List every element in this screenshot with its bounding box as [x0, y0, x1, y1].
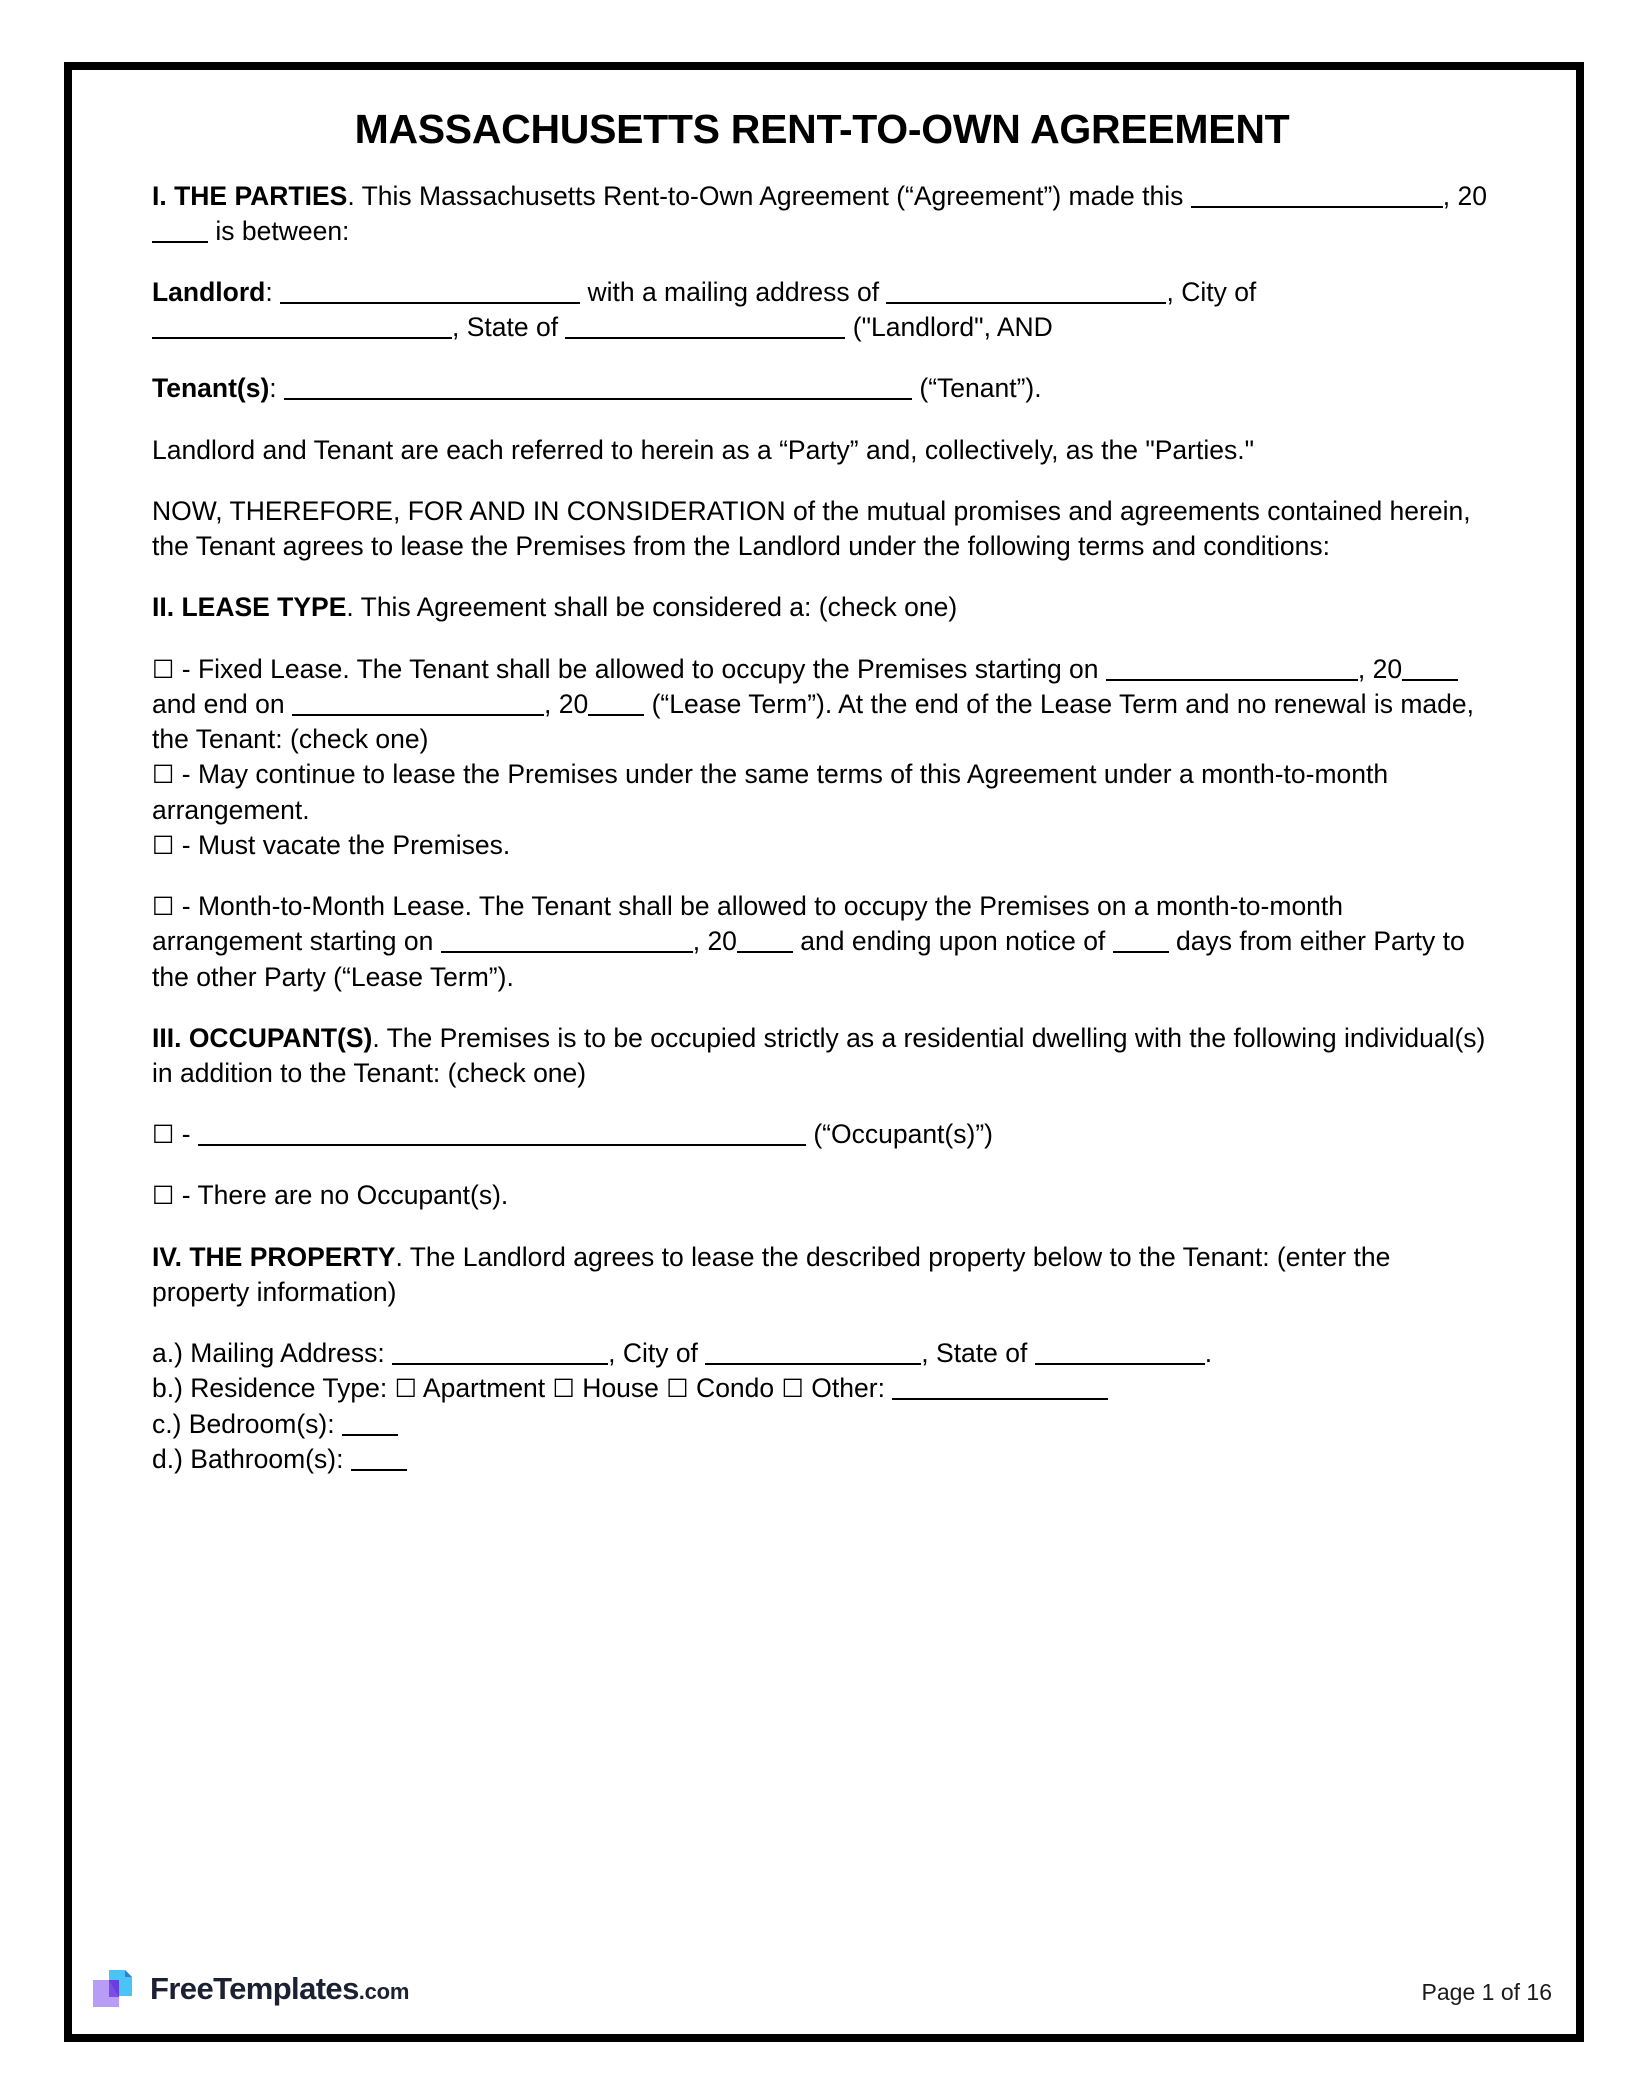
occupants-dash: - [174, 1119, 198, 1150]
landlord-suffix: ("Landlord", AND [845, 312, 1053, 343]
fixed-lease-text-a: - Fixed Lease. The Tenant shall be allowed to occupy the Premises starting on [174, 653, 1106, 684]
parties-intro-a: . This Massachusetts Rent-to-Own Agreement (“Agreement”) made this [347, 180, 1191, 211]
checkbox-other-icon[interactable]: ☐ [781, 1374, 804, 1404]
section-property-intro [152, 1240, 1492, 1310]
residence-house-label: House [574, 1373, 667, 1404]
blank-landlord-address[interactable] [886, 277, 1166, 304]
blank-occupant-names[interactable] [198, 1119, 806, 1146]
fixed-lease-text-e: (“Lease Term”). At the end of the Lease Term and no renewal is made, the Tenant: (check one) [152, 688, 1475, 755]
residence-condo-label: Condo [688, 1373, 782, 1404]
section-heading-lease-type: II. LEASE TYPE [152, 592, 347, 623]
continue-lease-text: - May continue to lease the Premises under the same terms of this Agreement under a month-to-month arrangement. [152, 759, 1389, 825]
property-period: . [1204, 1338, 1213, 1369]
property-residence-type-label: b.) Residence Type: [152, 1373, 395, 1404]
section-lease-type-intro [152, 590, 1492, 625]
section-heading-parties: I. THE PARTIES [152, 180, 348, 211]
blank-landlord-state[interactable] [565, 312, 845, 339]
tenant-suffix: (“Tenant”). [912, 373, 1042, 404]
property-city-label: , City of [608, 1338, 706, 1369]
parties-intro-c: is between: [208, 215, 350, 246]
month-to-month-lease-option [152, 889, 1492, 995]
occupants-intro-text: . The Premises is to be occupied strictly as a residential dwelling with the following individual(s) in addition to the Tenant: (check one) [152, 1022, 1486, 1088]
month-to-month-text-d: days from either Party to the other Party (“Lease Term”). [152, 926, 1465, 992]
section-heading-property: IV. THE PROPERTY [152, 1241, 396, 1272]
section-heading-occupants: III. OCCUPANT(S) [152, 1022, 373, 1053]
month-to-month-text-a: - Month-to-Month Lease. The Tenant shall be allowed to occupy the Premises on a month-to-month arrangement starting on [152, 891, 1344, 957]
blank-fixed-start-date[interactable] [1106, 653, 1358, 680]
fixed-lease-text-c: and end on [152, 688, 292, 719]
document-page [64, 62, 1584, 2042]
blank-mtm-start-year[interactable] [737, 926, 793, 953]
section-parties-intro [152, 179, 1492, 249]
blank-bathrooms[interactable] [351, 1444, 407, 1471]
checkbox-apartment-icon[interactable]: ☐ [394, 1374, 417, 1404]
landlord-state-text: , State of [452, 312, 566, 343]
fixed-lease-suboption-vacate [152, 828, 1492, 863]
month-to-month-text-b: , 20 [692, 926, 737, 957]
fixed-lease-text-d: , 20 [544, 688, 589, 719]
blank-date-day[interactable] [1191, 180, 1443, 207]
blank-date-year[interactable] [152, 216, 208, 243]
tenant-label: Tenant(s) [152, 373, 270, 404]
blank-mtm-start-date[interactable] [441, 926, 693, 953]
property-item-c [152, 1407, 1492, 1442]
blank-fixed-end-year[interactable] [588, 689, 644, 716]
property-intro-text: . The Landlord agrees to lease the described property below to the Tenant: (enter the property information) [152, 1241, 1391, 1307]
property-item-b [152, 1371, 1492, 1406]
document-square-logo-icon [92, 1966, 138, 2012]
blank-bedrooms[interactable] [342, 1408, 398, 1435]
landlord-label: Landlord [152, 276, 266, 307]
checkbox-vacate-premises-icon[interactable]: ☐ [152, 830, 175, 860]
property-item-d [152, 1442, 1492, 1477]
residence-apartment-label: Apartment [417, 1373, 553, 1404]
blank-tenant-name[interactable] [284, 373, 912, 400]
fixed-lease-suboption-continue [152, 757, 1492, 827]
checkbox-month-to-month-icon[interactable]: ☐ [152, 892, 175, 922]
consideration-paragraph: NOW, THEREFORE, FOR AND IN CONSIDERATION of the mutual promises and agreements contained herein, the Tenant agrees to lease the Premises from the Landlord under the following terms and conditions: [152, 495, 1471, 562]
freetemplates-logo-text [150, 1971, 409, 2007]
property-item-a [152, 1336, 1492, 1371]
property-mailing-address-label: a.) Mailing Address: [152, 1338, 393, 1369]
tenant-block [152, 371, 1492, 406]
occupants-suffix: (“Occupant(s)”) [805, 1119, 993, 1150]
logo-tld: .com [358, 1979, 410, 2004]
occupants-option-none [152, 1178, 1492, 1213]
month-to-month-text-c: and ending upon notice of [792, 926, 1113, 957]
blank-mtm-notice-days[interactable] [1113, 926, 1169, 953]
checkbox-no-occupants-icon[interactable]: ☐ [152, 1181, 175, 1211]
parties-intro-b: , 20 [1442, 180, 1487, 211]
vacate-premises-text: - Must vacate the Premises. [174, 829, 511, 860]
checkbox-fixed-lease-icon[interactable]: ☐ [152, 654, 175, 684]
lease-type-intro-text: . This Agreement shall be considered a: (check one) [346, 592, 958, 623]
blank-residence-other[interactable] [892, 1373, 1108, 1400]
page-footer [72, 1958, 1576, 2014]
checkbox-occupants-list-icon[interactable]: ☐ [152, 1120, 175, 1150]
property-state-label: , State of [921, 1338, 1035, 1369]
blank-landlord-name[interactable] [280, 277, 580, 304]
no-occupants-text: - There are no Occupant(s). [174, 1180, 509, 1211]
logo-name: FreeTemplates [150, 1971, 359, 2006]
landlord-city-text: , City of [1166, 276, 1257, 307]
freetemplates-logo[interactable] [92, 1966, 409, 2012]
landlord-block [152, 275, 1492, 345]
freetemplates-logo-icon [92, 1966, 138, 2012]
occupants-option-list [152, 1117, 1492, 1152]
landlord-mailing-text: with a mailing address of [580, 276, 887, 307]
property-bedrooms-label: c.) Bedroom(s): [152, 1408, 342, 1439]
blank-fixed-start-year[interactable] [1402, 653, 1458, 680]
document-content [152, 102, 1492, 1477]
property-bathrooms-label: d.) Bathroom(s): [152, 1443, 351, 1474]
residence-other-label: Other: [803, 1373, 893, 1404]
blank-landlord-city[interactable] [152, 312, 452, 339]
blank-property-address[interactable] [392, 1338, 608, 1365]
checkbox-house-icon[interactable]: ☐ [552, 1374, 575, 1404]
blank-fixed-end-date[interactable] [292, 689, 544, 716]
checkbox-condo-icon[interactable]: ☐ [666, 1374, 689, 1404]
parties-definition-paragraph: Landlord and Tenant are each referred to herein as a “Party” and, collectively, as the "Parties." [152, 434, 1255, 465]
landlord-colon: : [265, 276, 281, 307]
section-occupants-intro [152, 1021, 1492, 1091]
fixed-lease-option [152, 652, 1492, 758]
blank-property-state[interactable] [1035, 1338, 1205, 1365]
page-number: Page 1 of 16 [1421, 1979, 1552, 2005]
checkbox-continue-lease-icon[interactable]: ☐ [152, 760, 175, 790]
tenant-colon: : [269, 373, 285, 404]
page-title: MASSACHUSETTS RENT-TO-OWN AGREEMENT [354, 106, 1290, 152]
blank-property-city[interactable] [705, 1338, 921, 1365]
fixed-lease-text-b: , 20 [1357, 653, 1403, 684]
